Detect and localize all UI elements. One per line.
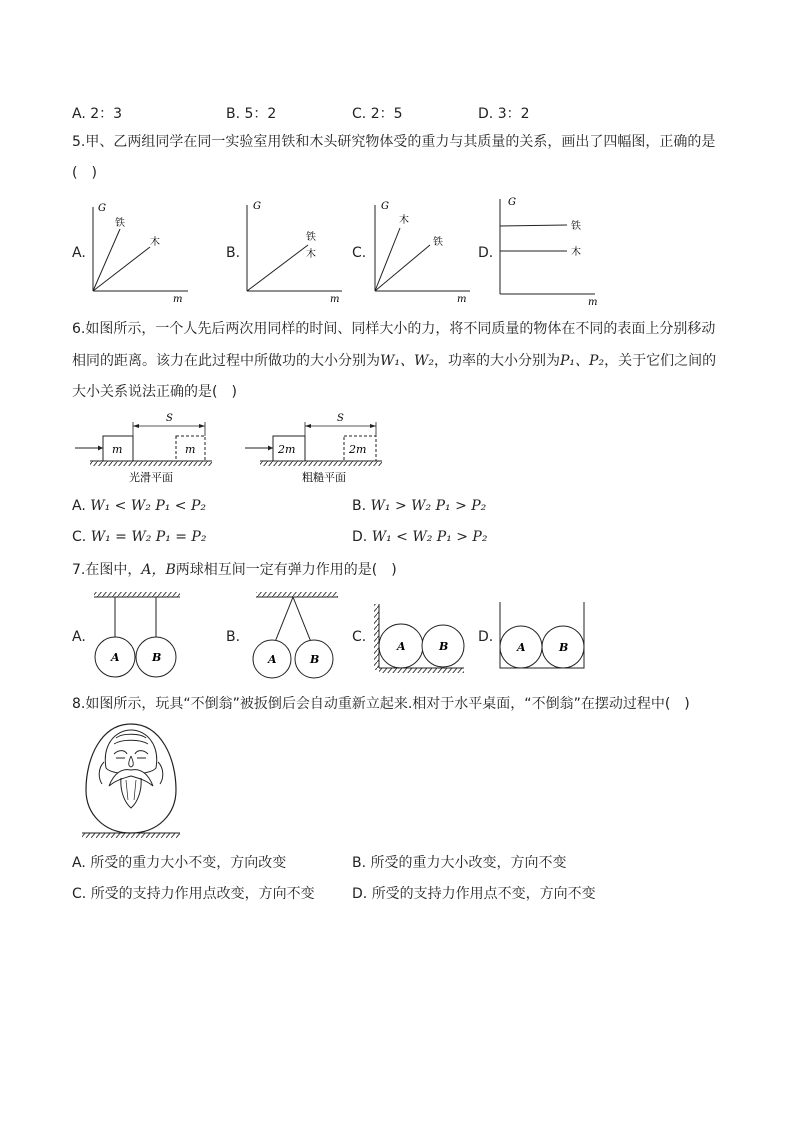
q5-option-c-letter[interactable]: C.: [352, 245, 367, 261]
svg-text:B: B: [152, 651, 162, 664]
q6-work-symbols: W₁、W₂: [380, 353, 435, 369]
svg-text:B: B: [439, 640, 449, 653]
svg-text:A: A: [517, 641, 526, 654]
q5-graph-c-iron-line: [375, 245, 430, 291]
q6-caption-smooth: 光滑平面: [129, 471, 173, 484]
q7-stem: 7.在图中，A，B两球相互间一定有弹力作用的是( ): [72, 562, 397, 578]
q6-stem-line3: 大小关系说法正确的是( ): [72, 384, 237, 400]
q5-graph-b-iron: 铁: [306, 232, 316, 243]
q6-stem-line1: 6.如图所示，一个人先后两次用同样的时间、同样大小的力，将不同质量的物体在不同的表面上分别移动: [72, 321, 716, 337]
q7-option-d-letter[interactable]: D.: [478, 629, 494, 645]
q7-option-c-letter[interactable]: C.: [352, 629, 367, 645]
q5-graph-b-ylabel: G: [253, 201, 261, 212]
q6-option-b[interactable]: B. W₁ > W₂ P₁ > P₂: [352, 498, 487, 514]
q6-mass-right-a: 2m: [278, 443, 296, 456]
svg-text:B: B: [310, 653, 320, 666]
q5-graph-a-iron: 铁: [115, 218, 125, 229]
svg-text:B: B: [559, 641, 569, 654]
q6-dist-right: S: [337, 413, 344, 424]
q5-graph-a-wood: 木: [150, 237, 160, 248]
q6-mass-left-a: m: [112, 443, 123, 456]
q8-stem: 8.如图所示，玩具“不倒翁”被扳倒后会自动重新立起来.相对于水平桌面，“不倒翁”在摆动过程中( ): [72, 696, 690, 712]
q5-graph-d-iron: 铁: [571, 221, 581, 232]
q5-graph-c-wood: 木: [399, 215, 409, 226]
q6-stem-line2: 相同的距离。该力在此过程中所做功的大小分别为W₁、W₂，功率的大小分别为P₁、P₂，关于它们之间的: [72, 353, 717, 369]
q5-option-a-letter[interactable]: A.: [72, 245, 86, 261]
q5-graph-a-xlabel: m: [173, 294, 183, 305]
q6-power-symbols: P₁、P₂: [560, 353, 605, 369]
q5-graph-c: [370, 195, 480, 305]
q6-caption-rough: 粗糙平面: [302, 471, 346, 484]
q6-mass-right-b: 2m: [349, 443, 367, 456]
q5-graph-b: [242, 195, 352, 305]
q5-stem-line2: ( ): [72, 165, 97, 181]
q6-dist-left: S: [166, 413, 173, 424]
q4-option-b[interactable]: B. 5：2: [226, 106, 277, 122]
q7-figure-b: [248, 590, 348, 682]
q4-option-d[interactable]: D. 3：2: [478, 106, 530, 122]
q8-option-a[interactable]: A. 所受的重力大小不变，方向改变: [72, 855, 287, 871]
q5-stem-line1: 5.甲、乙两组同学在同一实验室用铁和木头研究物体受的重力与其质量的关系，画出了四幅图，正确的是: [72, 134, 716, 150]
svg-text:A: A: [397, 640, 406, 653]
q5-graph-a-iron-line: [93, 229, 120, 291]
q8-option-d[interactable]: D. 所受的支持力作用点不变，方向不变: [352, 886, 596, 902]
q6-option-a[interactable]: A. W₁ < W₂ P₁ < P₂: [72, 498, 207, 514]
q5-graph-a: [88, 195, 198, 305]
q4-option-a[interactable]: A. 2：3: [72, 106, 123, 122]
q5-graph-d-ylabel: G: [508, 197, 516, 208]
q7-option-a-letter[interactable]: A.: [72, 629, 86, 645]
q5-option-d-letter[interactable]: D.: [478, 245, 494, 261]
q5-graph-b-xlabel: m: [330, 294, 340, 305]
q5-graph-c-wood-line: [375, 228, 400, 291]
q8-option-c[interactable]: C. 所受的支持力作用点改变，方向不变: [72, 886, 315, 902]
q7-figure-d: [496, 600, 596, 678]
q6-option-c[interactable]: C. W₁ = W₂ P₁ = P₂: [72, 529, 207, 545]
q4-option-c[interactable]: C. 2：5: [352, 106, 403, 122]
svg-text:A: A: [111, 651, 120, 664]
q5-graph-a-wood-line: [93, 247, 150, 291]
q5-graph-d: [495, 193, 605, 308]
q7-option-b-letter[interactable]: B.: [226, 629, 241, 645]
q6-mass-left-b: m: [185, 443, 196, 456]
q5-graph-c-iron: 铁: [433, 237, 443, 248]
q5-graph-a-ylabel: G: [98, 203, 106, 214]
q6-option-d[interactable]: D. W₁ < W₂ P₁ > P₂: [352, 529, 488, 545]
q5-graph-b-line: [247, 245, 308, 291]
q5-graph-b-wood: 木: [306, 249, 316, 260]
q5-graph-d-xlabel: m: [588, 297, 598, 308]
q6-figure-smooth: [72, 408, 222, 486]
svg-text:A: A: [268, 653, 277, 666]
q5-graph-d-wood: 木: [571, 247, 581, 258]
q7-figure-a: [88, 590, 188, 682]
q5-graph-c-xlabel: m: [457, 294, 467, 305]
q7-figure-c: [372, 602, 472, 678]
q6-figure-rough: [242, 408, 392, 486]
q5-option-b-letter[interactable]: B.: [226, 245, 241, 261]
q5-graph-d-iron-line: [500, 225, 567, 226]
q8-tumbler-figure: [76, 718, 186, 842]
q5-graph-c-ylabel: G: [381, 201, 389, 212]
q8-option-b[interactable]: B. 所受的重力大小改变，方向不变: [352, 855, 567, 871]
